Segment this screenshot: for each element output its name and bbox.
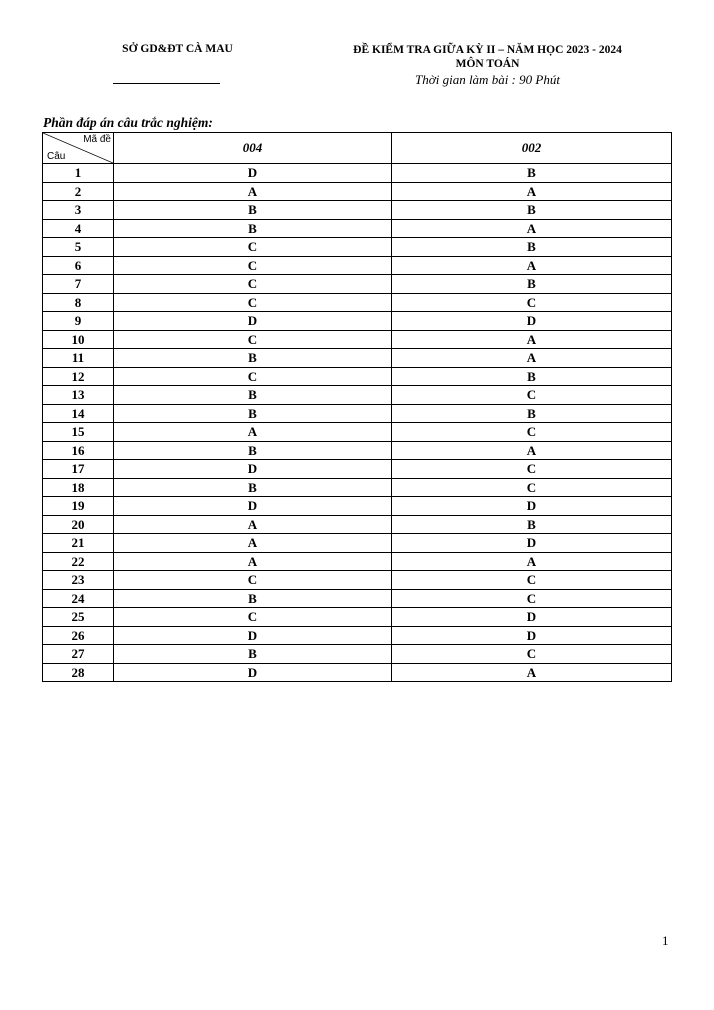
answer-cell: C [114,367,392,386]
question-number: 28 [43,663,114,682]
question-number: 9 [43,312,114,331]
question-number: 11 [43,349,114,368]
answer-cell: B [392,164,672,183]
question-number: 20 [43,515,114,534]
table-row [43,515,672,534]
table-row [43,164,672,183]
answer-cell: B [392,201,672,220]
answer-cell: C [392,571,672,590]
answer-cell: A [392,441,672,460]
table-row [43,367,672,386]
answer-cell: A [114,552,392,571]
table-row [43,275,672,294]
answer-cell: A [392,330,672,349]
table-row [43,441,672,460]
question-number: 26 [43,626,114,645]
answer-cell: C [392,293,672,312]
question-number: 23 [43,571,114,590]
answer-cell: B [114,645,392,664]
answer-cell: B [114,386,392,405]
table-row [43,645,672,664]
table-row [43,293,672,312]
question-number: 6 [43,256,114,275]
table-row [43,219,672,238]
answer-cell: A [392,256,672,275]
answer-cell: D [114,626,392,645]
question-number: 12 [43,367,114,386]
question-number: 17 [43,460,114,479]
exam-code-header: 004 [114,133,392,164]
answer-cell: A [114,423,392,442]
answer-cell: C [392,386,672,405]
question-number: 13 [43,386,114,405]
header-divider [113,83,220,84]
answer-cell: D [114,460,392,479]
answer-table [42,132,672,682]
answer-cell: C [114,275,392,294]
question-number: 8 [43,293,114,312]
exam-header [305,43,670,88]
exam-title: ĐỀ KIỂM TRA GIỮA KỲ II – NĂM HỌC 2023 - 2024 [353,44,622,56]
answer-cell: B [392,515,672,534]
answer-cell: B [114,441,392,460]
answer-cell: D [114,663,392,682]
table-header-row [43,133,672,164]
answer-cell: A [392,663,672,682]
answer-cell: A [392,219,672,238]
question-number: 3 [43,201,114,220]
table-row [43,626,672,645]
answer-cell: A [392,552,672,571]
question-number: 18 [43,478,114,497]
table-row [43,589,672,608]
answer-cell: B [114,349,392,368]
exam-duration: Thời gian làm bài : 90 Phút [415,72,560,87]
question-number: 1 [43,164,114,183]
answer-cell: C [114,256,392,275]
answer-cell: D [392,497,672,516]
answer-cell: C [392,645,672,664]
table-row [43,552,672,571]
answer-cell: C [114,238,392,257]
diagonal-header-cell [43,133,114,164]
answer-cell: C [114,608,392,627]
table-row [43,312,672,331]
answer-cell: B [392,404,672,423]
answer-cell: D [392,534,672,553]
question-number: 21 [43,534,114,553]
answer-cell: C [392,478,672,497]
question-number: 10 [43,330,114,349]
question-number: 24 [43,589,114,608]
subject-title: MÔN TOÁN [455,58,520,70]
question-number: 22 [43,552,114,571]
answer-cell: D [392,626,672,645]
question-label: Câu [47,151,66,162]
question-number: 16 [43,441,114,460]
answer-cell: B [392,367,672,386]
answer-cell: C [392,460,672,479]
table-row [43,608,672,627]
answer-cell: A [392,349,672,368]
table-row [43,330,672,349]
section-title: Phần đáp án câu trắc nghiệm: [43,115,213,130]
answer-cell: D [114,497,392,516]
table-row [43,182,672,201]
table-row [43,663,672,682]
answer-cell: D [392,608,672,627]
answer-cell: A [114,515,392,534]
answer-cell: B [392,238,672,257]
answer-cell: B [392,275,672,294]
answer-cell: A [392,182,672,201]
question-number: 25 [43,608,114,627]
answer-cell: B [114,589,392,608]
table-row [43,238,672,257]
page-number: 1 [662,933,669,948]
answer-cell: C [114,293,392,312]
question-number: 5 [43,238,114,257]
answer-cell: D [114,164,392,183]
answer-cell: B [114,478,392,497]
answer-cell: A [114,182,392,201]
table-row [43,404,672,423]
answer-cell: C [114,571,392,590]
answer-cell: B [114,201,392,220]
question-number: 4 [43,219,114,238]
answer-cell: B [114,404,392,423]
answer-table-body [43,164,672,682]
question-number: 15 [43,423,114,442]
question-number: 2 [43,182,114,201]
answer-cell: C [392,423,672,442]
answer-cell: C [114,330,392,349]
answer-cell: D [114,312,392,331]
exam-code-label: Mã đề [83,134,111,145]
question-number: 27 [43,645,114,664]
table-row [43,386,672,405]
table-row [43,423,672,442]
question-number: 19 [43,497,114,516]
table-row [43,201,672,220]
table-row [43,571,672,590]
answer-cell: A [114,534,392,553]
answer-cell: D [392,312,672,331]
answer-cell: B [114,219,392,238]
table-row [43,460,672,479]
question-number: 14 [43,404,114,423]
department-name: SỞ GD&ĐT CÀ MAU [122,43,233,55]
answer-cell: C [392,589,672,608]
table-row [43,478,672,497]
question-number: 7 [43,275,114,294]
table-row [43,349,672,368]
exam-code-header: 002 [392,133,672,164]
table-row [43,534,672,553]
table-row [43,497,672,516]
table-row [43,256,672,275]
